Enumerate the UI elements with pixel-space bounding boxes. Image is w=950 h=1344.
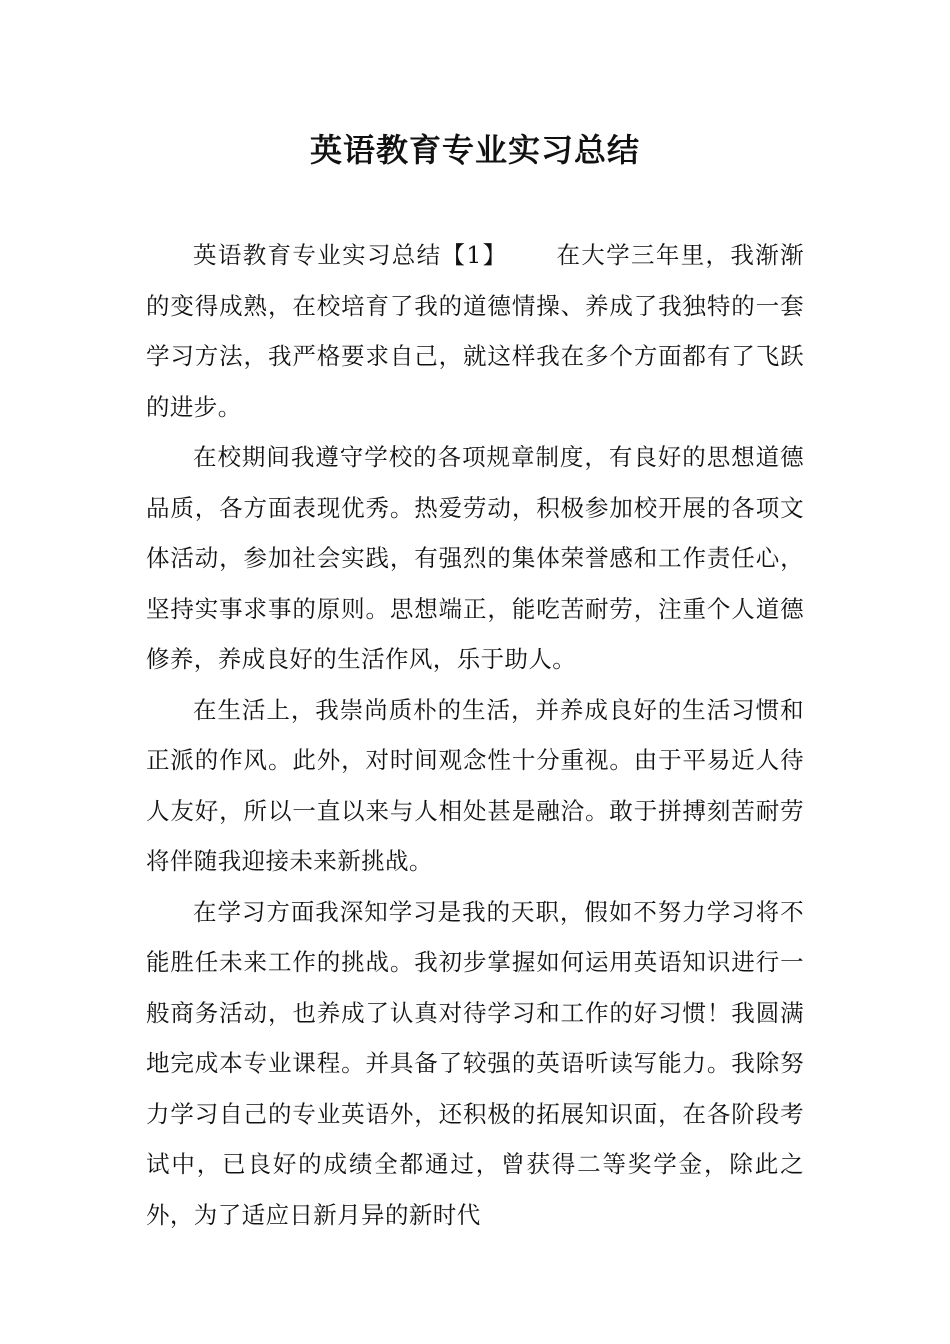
document-title: 英语教育专业实习总结	[309, 131, 640, 169]
paragraph-1-text: 在大学三年里，我渐渐的变得成熟，在校培育了我的道德情操、养成了我独特的一套学习方法，我严格要求自己，就这样我在多个方面都有了飞跃的进步。	[146, 241, 804, 421]
paragraph-4: 在学习方面我深知学习是我的天职，假如不努力学习将不能胜任未来工作的挑战。我初步掌握如何运用英语知识进行一般商务活动，也养成了认真对待学习和工作的好习惯！我圆满地完成本专业课程。并具备了较强的英语听读写能力。我除努力学习自己的专业英语外，还积极的拓展知识面，在各阶段考试中，已良好的成绩全都通过，曾获得二等奖学金，除此之外，为了适应日新月异的新时代	[146, 897, 804, 1229]
paragraph-3: 在生活上，我崇尚质朴的生活，并养成良好的生活习惯和正派的作风。此外，对时间观念性十分重视。由于平易近人待人友好，所以一直以来与人相处甚是融洽。敢于拼搏刻苦耐劳将伴随我迎接未来新挑战。	[146, 695, 804, 875]
section-heading: 英语教育专业实习总结【1】	[193, 241, 508, 269]
document-body	[146, 230, 804, 1240]
paragraph-2: 在校期间我遵守学校的各项规章制度，有良好的思想道德品质，各方面表现优秀。热爱劳动，积极参加校开展的各项文体活动，参加社会实践，有强烈的集体荣誉感和工作责任心，坚持实事求事的原则。思想端正，能吃苦耐劳，注重个人道德修养，养成良好的生活作风，乐于助人。	[146, 443, 804, 673]
paragraph-1	[146, 230, 804, 432]
